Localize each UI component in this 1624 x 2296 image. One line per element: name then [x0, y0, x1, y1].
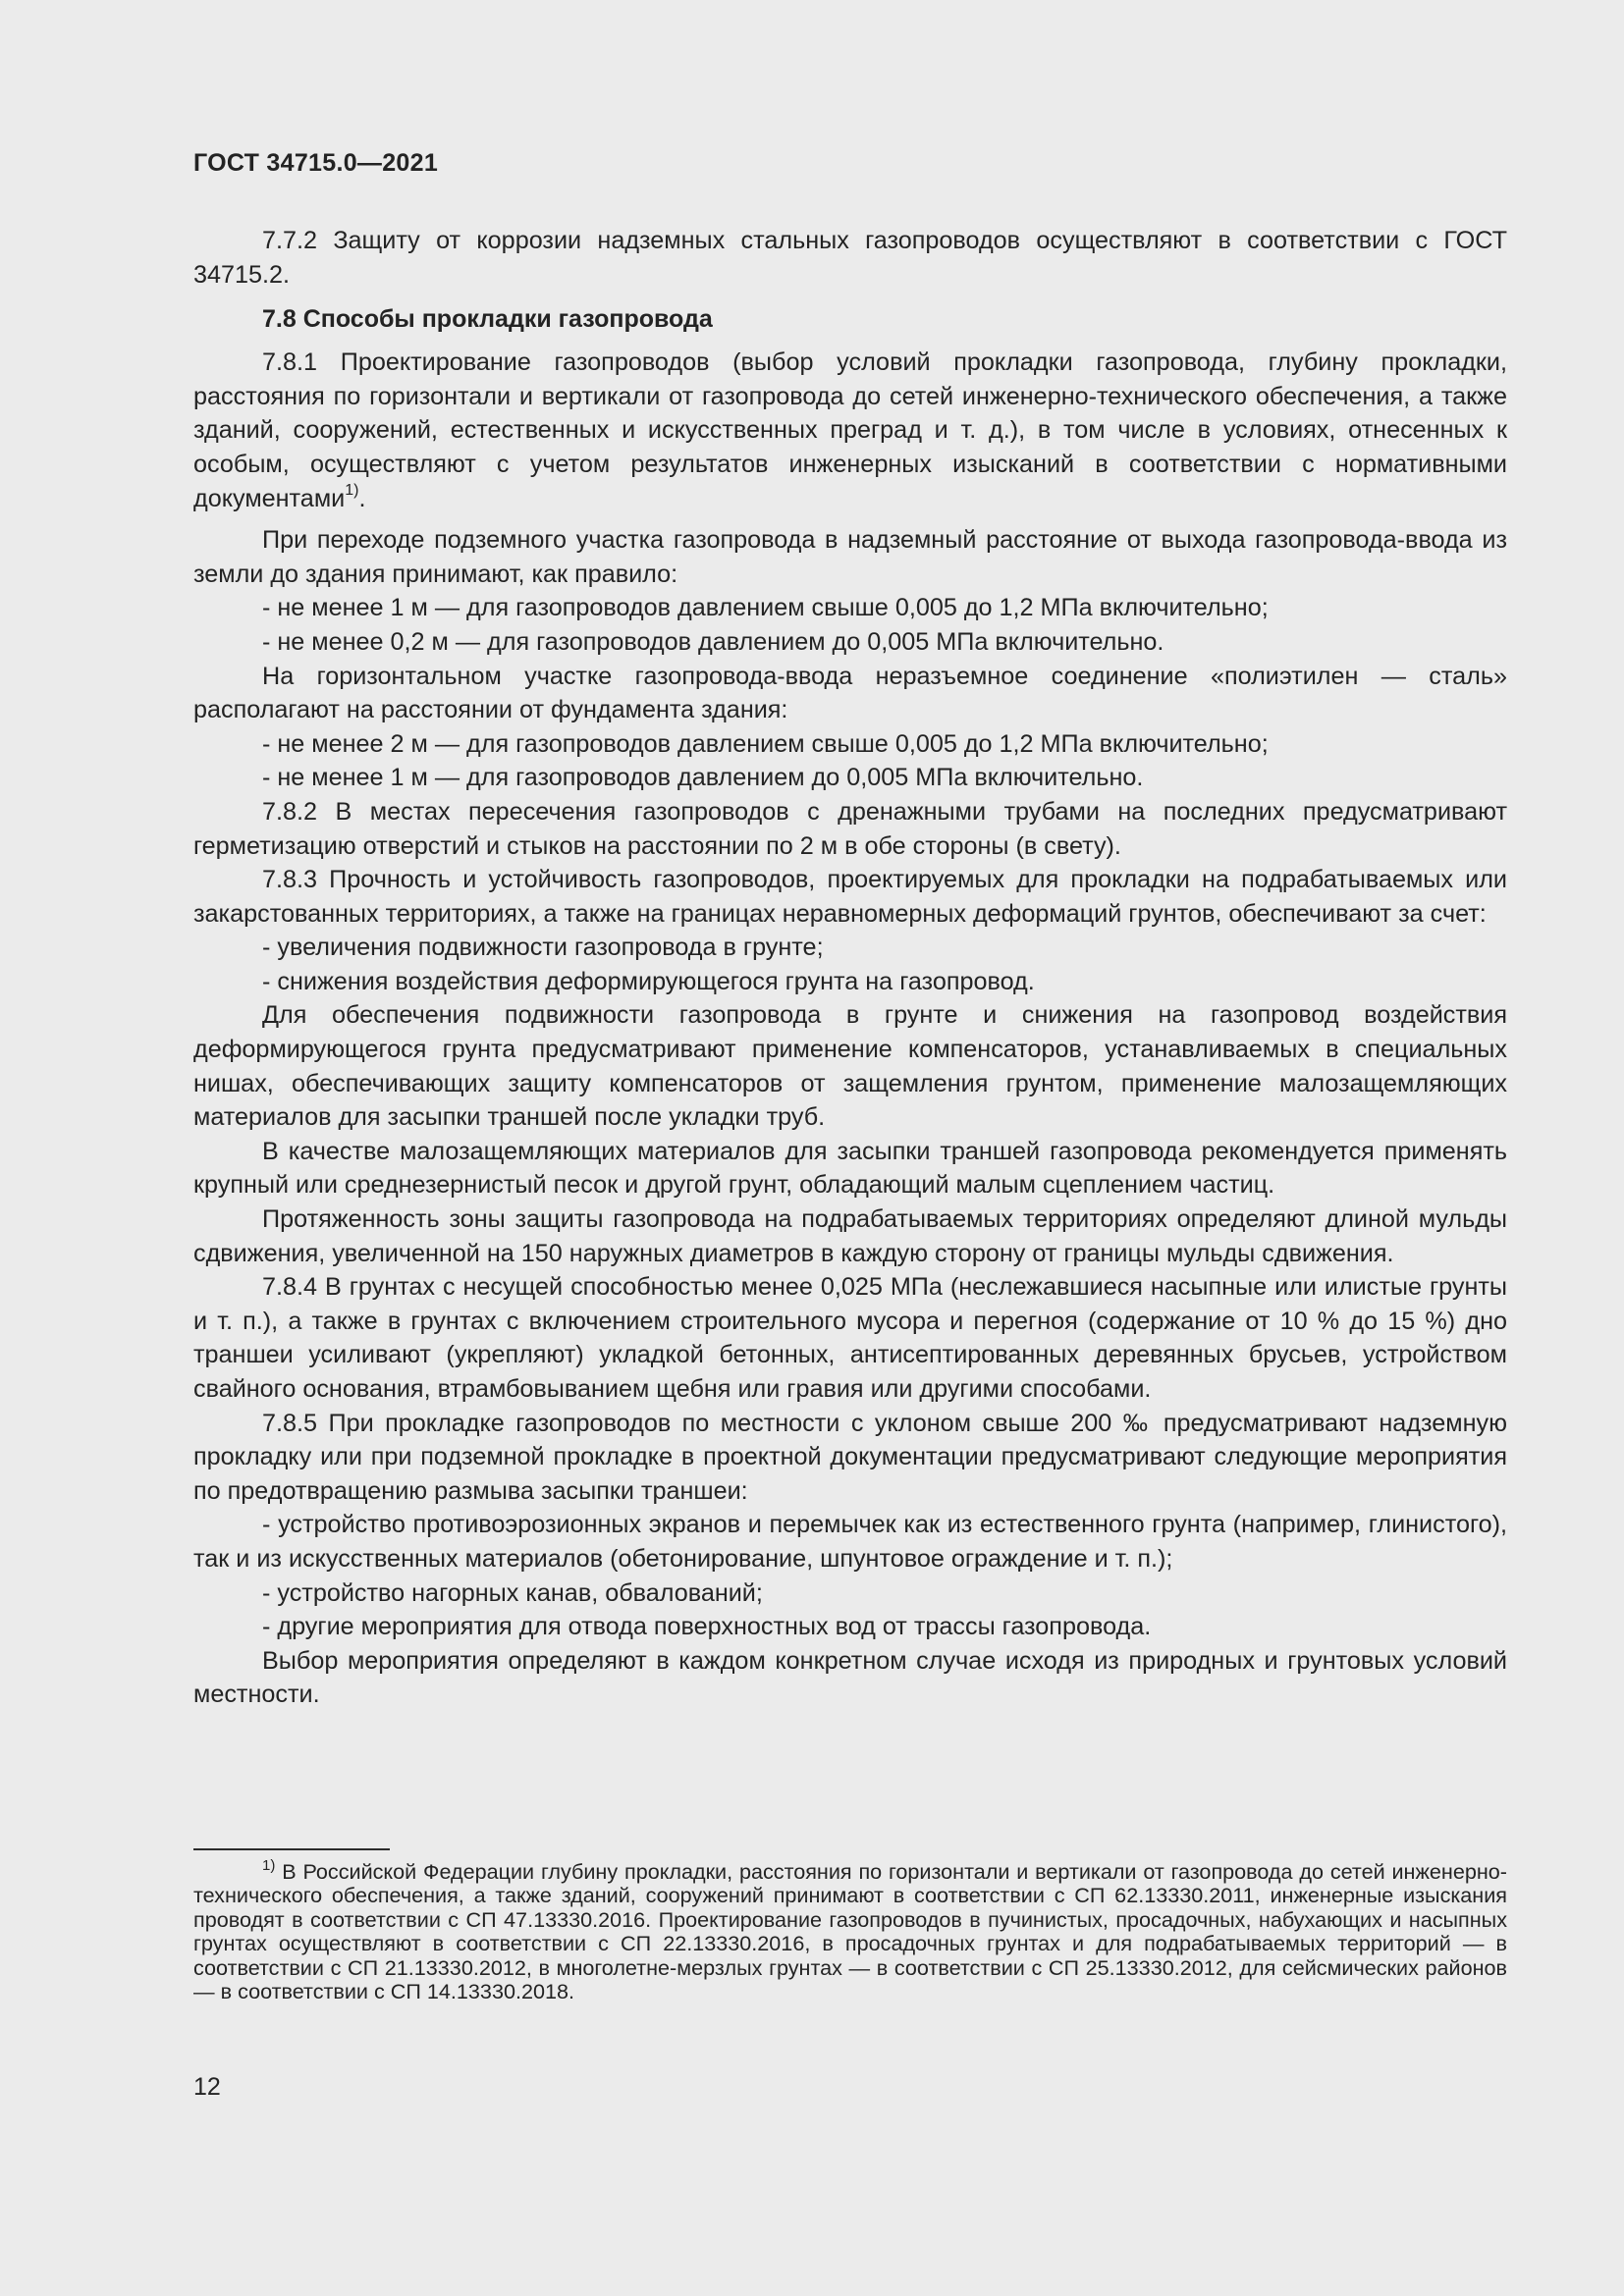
document-header: ГОСТ 34715.0—2021 — [193, 149, 439, 177]
footnote-marker: 1) — [262, 1856, 276, 1874]
list-item: - устройство противоэрозионных экранов и перемычек как из естественного грунта (например, глинистого), так и из искусственных материалов (обетонирование, шпунтовое ограждение и т. п.); — [193, 1511, 1507, 1573]
paragraph-horizontal: На горизонтальном участке газопровода-ввода неразъемное соединение «полиэтилен — сталь» располагают на расстоянии от фундамента здания: — [193, 662, 1507, 724]
paragraph-materials: В качестве малозащемляющих материалов для засыпки траншей газопровода рекомендуется применять крупный или среднезернистый песок и другой грунт, обладающий малым сцеплением частиц. — [193, 1137, 1507, 1200]
list-item: - не менее 1 м — для газопроводов давлением до 0,005 МПа включительно. — [262, 764, 1144, 792]
document-body — [193, 224, 1507, 1712]
paragraph-transition: При переходе подземного участка газопровода в надземный расстояние от выхода газопровода-ввода из земли до здания принимают, как правило: — [193, 526, 1507, 588]
paragraph-7-8-2: 7.8.2 В местах пересечения газопроводов с дренажными трубами на последних предусматривают герметизацию отверстий и стыков на расстоянии по 2 м в обе стороны (в свету). — [193, 797, 1507, 860]
list-item: - другие мероприятия для отвода поверхностных вод от трассы газопровода. — [262, 1613, 1152, 1641]
footnote-divider — [193, 1848, 390, 1850]
list-item: - снижения воздействия деформирующегося грунта на газопровод. — [262, 967, 1035, 995]
paragraph-7-8-4: 7.8.4 В грунтах с несущей способностью менее 0,025 МПа (неслежавшиеся насыпные или илистые грунты и т. п.), а также в грунтах с включением строительного мусора и перегноя (содержание от 10 % до 15 %) дно траншеи усиливают (укрепляют) укладкой бетонных, антисептированных деревянных брусьев, устройством свайного основания, втрамбовыванием щебня или гравия или другими способами. — [193, 1273, 1507, 1403]
section-heading-7-8: 7.8 Способы прокладки газопровода — [262, 305, 713, 334]
footnote — [193, 1856, 1508, 2004]
list-item: - не менее 0,2 м — для газопроводов давлением до 0,005 МПа включительно. — [262, 627, 1164, 656]
list-item: - увеличения подвижности газопровода в грунте; — [262, 934, 824, 962]
footnote-paragraph — [193, 1856, 1508, 2004]
paragraph-7-8-1 — [193, 346, 1507, 515]
page-number: 12 — [193, 2073, 221, 2101]
paragraph-7-7-2: 7.7.2 Защиту от коррозии надземных стальных газопроводов осуществляют в соответствии с ГОСТ 34715.2. — [193, 227, 1507, 289]
paragraph-7-8-3: 7.8.3 Прочность и устойчивость газопроводов, проектируемых для прокладки на подрабатываемых или закарстованных территориях, а также на границах неравномерных деформаций грунтов, обеспечивают за счет: — [193, 866, 1507, 928]
list-item: - не менее 2 м — для газопроводов давлением свыше 0,005 до 1,2 МПа включительно; — [262, 729, 1269, 758]
list-item: - устройство нагорных канав, обвалований; — [262, 1578, 763, 1607]
paragraph-7-8-1-text: 7.8.1 Проектирование газопроводов (выбор условий прокладки газопровода, глубину прокладки, расстояния по горизонтали и вертикали от газопровода до сетей инженерно-технического обеспечения, а также зданий, сооружений, естественных и искусственных преград и т. д.), в том числе в условиях, отнесенных к особым, осуществляют с учетом результатов инженерных изысканий в соответствии с нормативными документами — [193, 348, 1507, 512]
paragraph-7-8-1-end: . — [358, 484, 366, 512]
footnote-text: В Российской Федерации глубину прокладки, расстояния по горизонтали и вертикали от газопровода до сетей инженерно-технического обеспечения, а также зданий, сооружений принимают в соответствии с СП 62.13330.2011, инженерные изыскания проводят в соответствии с СП 47.13330.2016. Проектирование газопроводов в пучинистых, просадочных, набухающих и насыпных грунтах осуществляют в соответствии с СП 22.13330.2016, в просадочных грунтах и для подрабатываемых территорий — в соответствии с СП 21.13330.2012, в многолетне-мерзлых грунтах — в соответствии с СП 25.13330.2012, для сейсмических районов — в соответствии с СП 14.13330.2018. — [193, 1859, 1508, 2004]
paragraph-choice: Выбор мероприятия определяют в каждом конкретном случае исходя из природных и грунтовых условий местности. — [193, 1646, 1507, 1709]
paragraph-mobility: Для обеспечения подвижности газопровода в грунте и снижения на газопровод воздействия деформирующегося грунта предусматривают применение компенсаторов, устанавливаемых в специальных нишах, обеспечивающих защиту компенсаторов от защемления грунтом, применение малозащемляющих материалов для засыпки траншей после укладки труб. — [193, 1001, 1507, 1132]
footnote-reference[interactable]: 1) — [345, 482, 359, 500]
list-item: - не менее 1 м — для газопроводов давлением свыше 0,005 до 1,2 МПа включительно; — [262, 594, 1269, 622]
paragraph-7-8-5: 7.8.5 При прокладке газопроводов по местности с уклоном свыше 200 ‰ предусматривают надземную прокладку или при подземной прокладке в проектной документации предусматривают следующие мероприятия по предотвращению размыва засыпки траншеи: — [193, 1409, 1507, 1505]
paragraph-zone: Протяженность зоны защиты газопровода на подрабатываемых территориях определяют длиной мульды сдвижения, увеличенной на 150 наружных диаметров в каждую сторону от границы мульды сдвижения. — [193, 1205, 1507, 1267]
